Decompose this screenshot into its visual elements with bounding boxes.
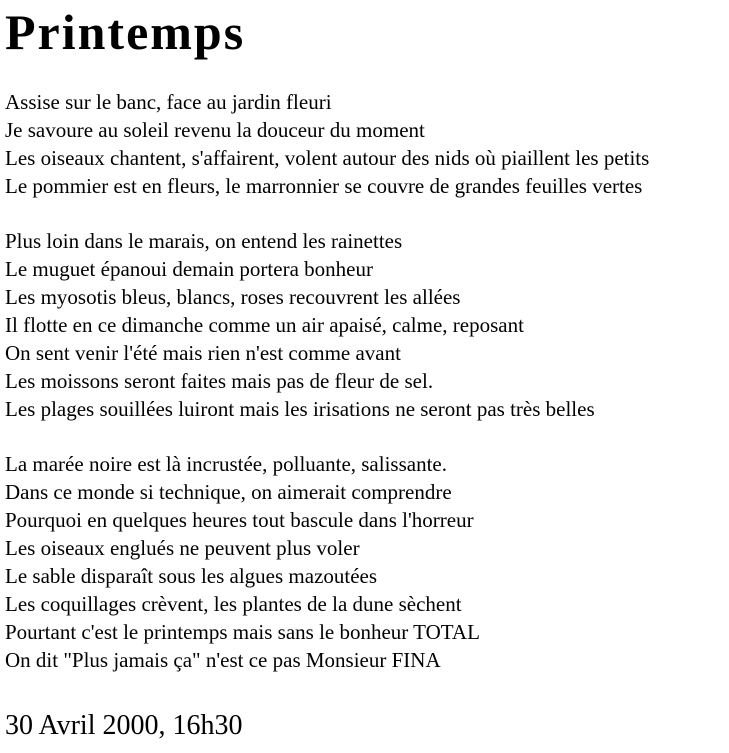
- poem-stanza-3: [5, 450, 729, 674]
- poem-line: Pourtant c'est le printemps mais sans le bonheur TOTAL: [5, 620, 480, 644]
- poem-line: On sent venir l'été mais rien n'est comme avant: [5, 341, 401, 365]
- poem-line: Je savoure au soleil revenu la douceur du moment: [5, 118, 425, 142]
- poem-line: La marée noire est là incrustée, polluante, salissante.: [5, 452, 447, 476]
- poem-stanza-2: [5, 227, 729, 423]
- poem-line: Les plages souillées luiront mais les irisations ne seront pas très belles: [5, 397, 595, 421]
- poem-line: Les myosotis bleus, blancs, roses recouvrent les allées: [5, 285, 461, 309]
- poem-line: Pourquoi en quelques heures tout bascule dans l'horreur: [5, 508, 474, 532]
- poem-line: Le sable disparaît sous les algues mazoutées: [5, 564, 378, 588]
- poem-line: Les oiseaux chantent, s'affairent, volent autour des nids où piaillent les petits: [5, 146, 650, 170]
- poem-stanza-1: [5, 88, 729, 200]
- poem-line: Le muguet épanoui demain portera bonheur: [5, 257, 373, 281]
- poem-line: Les oiseaux englués ne peuvent plus voler: [5, 536, 360, 560]
- poem-line: On dit "Plus jamais ça" n'est ce pas Monsieur FINA: [5, 648, 441, 672]
- poem-line: Les coquillages crèvent, les plantes de la dune sèchent: [5, 592, 462, 616]
- poem-line: Les moissons seront faites mais pas de fleur de sel.: [5, 369, 434, 393]
- poem-line: Assise sur le banc, face au jardin fleuri: [5, 90, 332, 114]
- poem-line: Le pommier est en fleurs, le marronnier se couvre de grandes feuilles vertes: [5, 174, 643, 198]
- poem-title: Printemps: [5, 4, 246, 60]
- date-line: 30 Avril 2000, 16h30: [5, 710, 243, 741]
- poem-line: Plus loin dans le marais, on entend les rainettes: [5, 229, 403, 253]
- poem-line: Il flotte en ce dimanche comme un air apaisé, calme, reposant: [5, 313, 524, 337]
- poem-line: Dans ce monde si technique, on aimerait comprendre: [5, 480, 452, 504]
